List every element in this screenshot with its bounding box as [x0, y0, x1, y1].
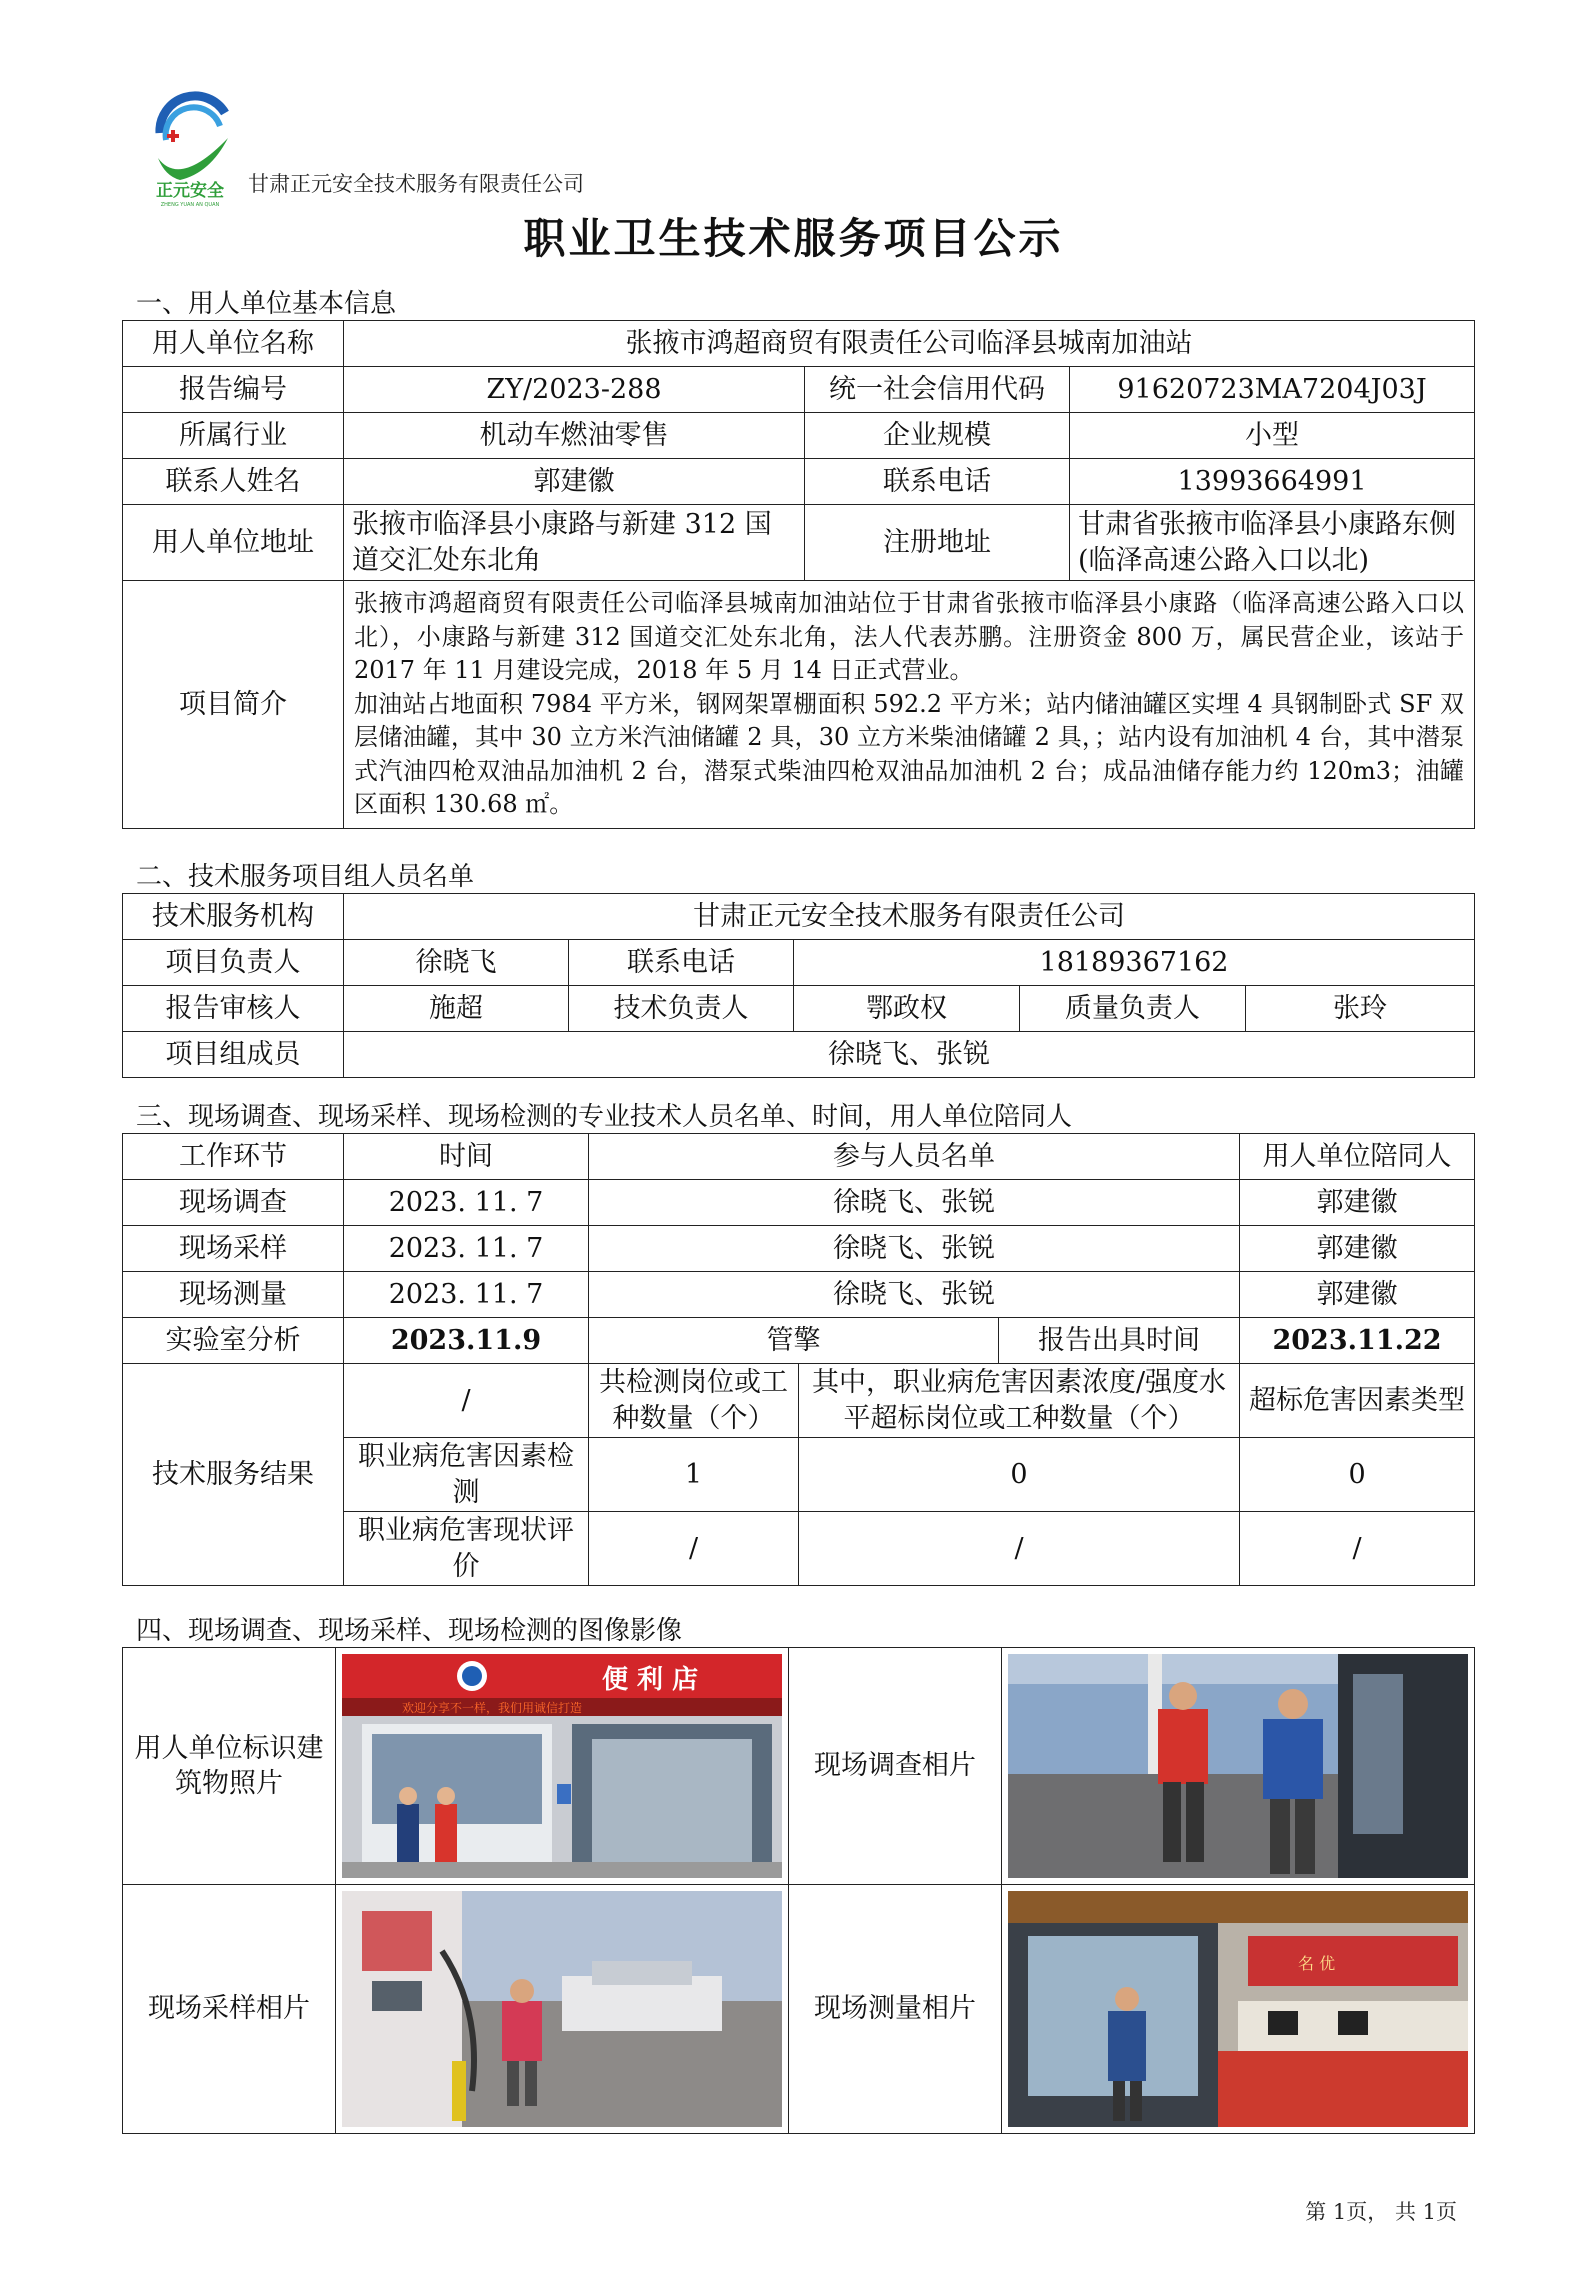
report-no-value: ZY/2023-288 [344, 367, 805, 413]
section-2-heading: 二、技术服务项目组人员名单 [136, 862, 475, 892]
result-header-count: 共检测岗位或工种数量（个） [589, 1364, 799, 1438]
photo3-label: 现场采样相片 [123, 1885, 336, 2134]
intro-paragraph-1: 张掖市鸿超商贸有限责任公司临泽县城南加油站位于甘肃省张掖市临泽县小康路（临泽高速公路入口以北），小康路与新建 312 国道交汇处东北角，法人代表苏鹏。注册资金 800 万，属民营企业，该站于 2017 年 11 月建设完成，2018 年 5 月 14 日正式营业。 [354, 588, 1465, 685]
team-table [122, 893, 1475, 1078]
intro-value [344, 581, 1475, 829]
time-cell: 2023. 11. 7 [344, 1180, 589, 1226]
sampling-photo [342, 1891, 782, 2127]
escort-cell: 郭建徽 [1240, 1272, 1475, 1318]
photo2-label: 现场调查相片 [789, 1648, 1002, 1885]
led-banner-text: 欢迎分享不一样，我们用诚信打造 [402, 1701, 583, 1715]
credit-code-value: 91620723MA7204J03J [1070, 367, 1475, 413]
escort-cell: 郭建徽 [1240, 1226, 1475, 1272]
org-value: 甘肃正元安全技术服务有限责任公司 [344, 894, 1475, 940]
people-cell: 徐晓飞、张锐 [589, 1180, 1240, 1226]
reg-address-label: 注册地址 [805, 505, 1070, 581]
photo3-cell [336, 1885, 789, 2134]
logo-text: 正元安全 [156, 181, 224, 201]
scale-label: 企业规模 [805, 413, 1070, 459]
result-row2-exceed: / [799, 1512, 1240, 1586]
col-escort: 用人单位陪同人 [1240, 1134, 1475, 1180]
fieldwork-table [122, 1133, 1475, 1586]
storefront-photo [342, 1654, 782, 1878]
result-row2-type: / [1240, 1512, 1475, 1586]
scale-value: 小型 [1070, 413, 1475, 459]
col-time: 时间 [344, 1134, 589, 1180]
lead-phone-value: 18189367162 [794, 940, 1475, 986]
result-row1-type: 0 [1240, 1438, 1475, 1512]
report-no-label: 报告编号 [123, 367, 344, 413]
result-row2-count: / [589, 1512, 799, 1586]
stage-cell: 现场测量 [123, 1272, 344, 1318]
credit-code-label: 统一社会信用代码 [805, 367, 1070, 413]
measurement-photo [1008, 1891, 1468, 2127]
unit-name-value: 张掖市鸿超商贸有限责任公司临泽县城南加油站 [344, 321, 1475, 367]
members-label: 项目组成员 [123, 1032, 344, 1078]
lab-person: 管擎 [589, 1318, 999, 1364]
address-label: 用人单位地址 [123, 505, 344, 581]
industry-value: 机动车燃油零售 [344, 413, 805, 459]
result-row1-label: 职业病危害因素检测 [344, 1438, 589, 1512]
col-stage: 工作环节 [123, 1134, 344, 1180]
photo4-cell [1002, 1885, 1475, 2134]
quality-label: 质量负责人 [1020, 986, 1246, 1032]
time-cell: 2023. 11. 7 [344, 1272, 589, 1318]
quality-value: 张玲 [1246, 986, 1475, 1032]
result-header-exceed: 其中，职业病危害因素浓度/强度水平超标岗位或工种数量（个） [799, 1364, 1240, 1438]
result-row1-exceed: 0 [799, 1438, 1240, 1512]
escort-cell: 郭建徽 [1240, 1180, 1475, 1226]
industry-label: 所属行业 [123, 413, 344, 459]
document-title: 职业卫生技术服务项目公示 [523, 214, 1064, 263]
lead-label: 项目负责人 [123, 940, 344, 986]
result-row2-label: 职业病危害现状评价 [344, 1512, 589, 1586]
phone-label: 联系电话 [805, 459, 1070, 505]
result-label: 技术服务结果 [123, 1364, 344, 1586]
result-row1-count: 1 [589, 1438, 799, 1512]
report-time-label: 报告出具时间 [999, 1318, 1240, 1364]
lab-date: 2023.11.9 [344, 1318, 589, 1364]
company-name: 甘肃正元安全技术服务有限责任公司 [248, 172, 584, 196]
lab-label: 实验室分析 [123, 1318, 344, 1364]
store-sign-text: 名 优 [1298, 1954, 1336, 1973]
photo4-label: 现场测量相片 [789, 1885, 1002, 2134]
contact-label: 联系人姓名 [123, 459, 344, 505]
org-label: 技术服务机构 [123, 894, 344, 940]
reviewer-label: 报告审核人 [123, 986, 344, 1032]
intro-paragraph-2: 加油站占地面积 7984 平方米，钢网架罩棚面积 592.2 平方米；站内储油罐区实埋 4 具钢制卧式 SF 双层储油罐，其中 30 立方米汽油储罐 2 具，30 立方米柴油储罐 2 具，；站内设有加油机 4 台，其中潜泵式汽油四枪双油品加油机 2 台，潜泵式柴油四枪双油品加油机 2 台；成品油储存能力约 120m3；油罐区面积 130.68 ㎡。 [354, 689, 1465, 819]
lead-value: 徐晓飞 [344, 940, 569, 986]
survey-photo [1008, 1654, 1468, 1878]
reg-address-value: 甘肃省张掖市临泽县小康路东侧(临泽高速公路入口以北) [1070, 505, 1475, 581]
section-4-heading: 四、现场调查、现场采样、现场检测的图像影像 [136, 1616, 683, 1646]
result-header-type: 超标危害因素类型 [1240, 1364, 1475, 1438]
phone-value: 13993664991 [1070, 459, 1475, 505]
time-cell: 2023. 11. 7 [344, 1226, 589, 1272]
lead-phone-label: 联系电话 [569, 940, 794, 986]
unit-name-label: 用人单位名称 [123, 321, 344, 367]
tech-label: 技术负责人 [569, 986, 794, 1032]
section-3-heading: 三、现场调查、现场采样、现场检测的专业技术人员名单、时间，用人单位陪同人 [136, 1102, 1073, 1132]
table-row [123, 1226, 1475, 1272]
table-row [123, 1272, 1475, 1318]
address-value: 张掖市临泽县小康路与新建 312 国道交汇处东北角 [344, 505, 805, 581]
col-people: 参与人员名单 [589, 1134, 1240, 1180]
section-1-heading: 一、用人单位基本信息 [136, 289, 397, 319]
result-header-slash: / [344, 1364, 589, 1438]
photo1-cell [336, 1648, 789, 1885]
report-time-value: 2023.11.22 [1240, 1318, 1475, 1364]
shop-sign-text: 便 利 店 [602, 1665, 699, 1695]
reviewer-value: 施超 [344, 986, 569, 1032]
logo-subtext: ZHENG YUAN AN QUAN [160, 202, 220, 208]
page-number: 第 1页， 共 1页 [1305, 2200, 1457, 2224]
people-cell: 徐晓飞、张锐 [589, 1226, 1240, 1272]
photo-table [122, 1647, 1475, 2134]
stage-cell: 现场采样 [123, 1226, 344, 1272]
tech-value: 鄂政权 [794, 986, 1020, 1032]
people-cell: 徐晓飞、张锐 [589, 1272, 1240, 1318]
table-row [123, 1180, 1475, 1226]
photo2-cell [1002, 1648, 1475, 1885]
company-logo-icon [140, 78, 240, 208]
intro-label: 项目简介 [123, 581, 344, 829]
basic-info-table [122, 320, 1475, 829]
members-value: 徐晓飞、张锐 [344, 1032, 1475, 1078]
photo1-label: 用人单位标识建筑物照片 [123, 1648, 336, 1885]
contact-value: 郭建徽 [344, 459, 805, 505]
stage-cell: 现场调查 [123, 1180, 344, 1226]
